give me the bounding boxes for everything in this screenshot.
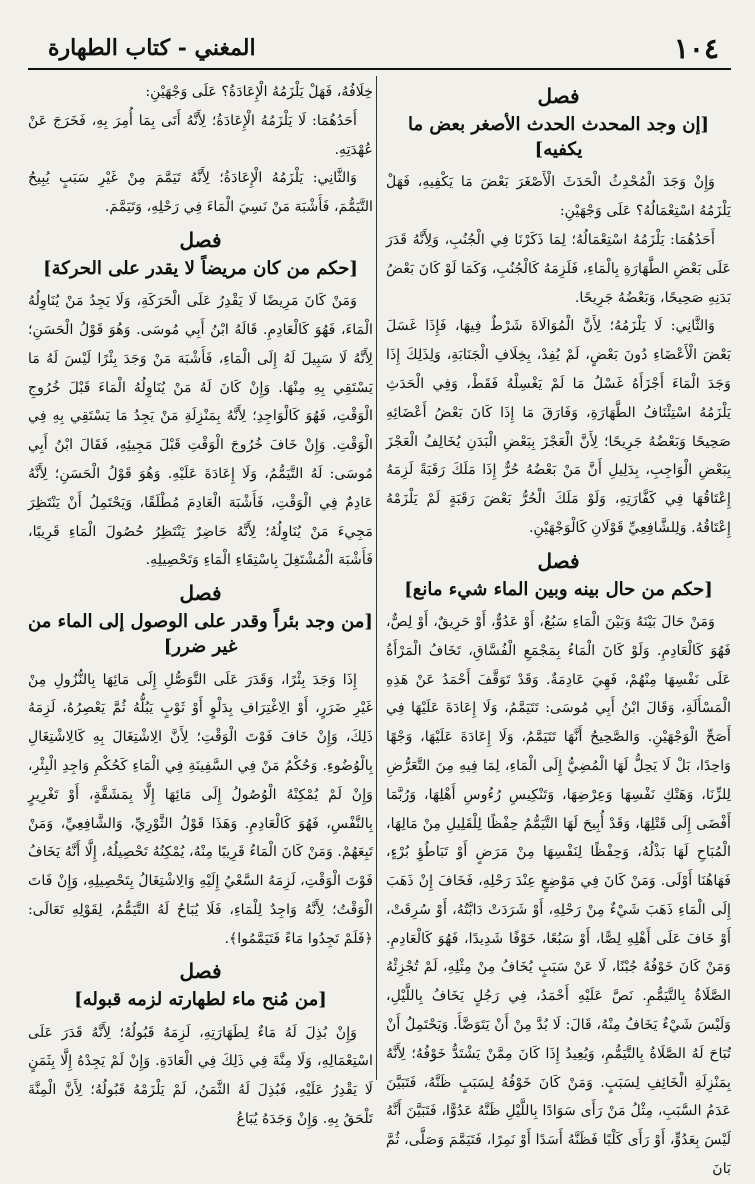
- section-heading: فصل: [179, 227, 222, 252]
- right-column: [386, 78, 731, 1178]
- paragraph: أَحَدُهُمَا: لَا يَلْزَمُهُ الْإِعَادَةُ؛ لِأَنَّهُ أَتَى بِمَا أُمِرَ بِهِ، فَخَرَجَ عَنْ عُهْدَتِهِ.: [28, 112, 373, 158]
- section-heading: فصل: [179, 959, 222, 984]
- section-subtitle: [حكم من كان مريضاً لا يقدر على الحركة]: [43, 257, 358, 279]
- paragraph: وَمَنْ حَالَ بَيْنَهُ وَبَيْنَ الْمَاءِ سَبُعٌ، أَوْ عَدُوٌّ، أَوْ حَرِيقٌ، أَوْ لِصٌّ، فَهُوَ كَالْعَادِمِ. وَلَوْ كَانَ الْمَاءُ بِمَجْمَعِ الْفُسَّاقِ، تَخَافُ الْمَرْأَةُ عَلَى نَفْسِهَا مِنْهُمْ، فَهِيَ عَادِمَةٌ. وَقَدْ تَوَقَّفَ أَحْمَدُ عَنْ هَذِهِ الْمَسْأَلَةِ، وَقَالَ ابْنُ أَبِي مُوسَى: تَتَيَمَّمُ، وَلَا إِعَادَةَ عَلَيْهَا فِي أَصَحِّ الْوَجْهَيْنِ. وَالصَّحِيحُ أَنَّهَا تَتَيَمَّمُ، وَلَا إِعَادَةَ عَلَيْهَا، وَجْهًا وَاحِدًا، بَلْ لَا يَحِلُّ لَهَا الْمُضِيُّ إِلَى الْمَاءِ، لِمَا فِيهِ مِنَ التَّعَرُّضِ لِلزِّنَا، وَهَتْكِ نَفْسِهَا وَعِرْضِهَا، وَتَنْكِيسِ رُءُوسِ أَهْلِهَا، وَرُبَّمَا أَفْضَى إِلَى قَتْلِهَا، وَقَدْ أُبِيحَ لَهَا التَّيَمُّمُ حِفْظًا لِلْقَلِيلِ مِنْ مَالِهَا، الْمُبَاحِ لَهَا بَذْلُهُ، وَحِفْظًا لِنَفْسِهَا مِنْ مَرَضٍ أَوْ تَبَاطُؤِ بُرْءٍ، فَهَاهُنَا أَوْلَى. وَمَنْ كَانَ فِي مَوْضِعٍ عِنْدَ رَحْلِهِ، فَخَافَ إِنْ ذَهَبَ إِلَى الْمَاءِ ذَهَبَ شَيْءٌ مِنْ رَحْلِهِ، أَوْ شَرَدَتْ دَابَّتُهُ، أَوْ سُرِقَتْ، أَوْ خَافَ عَلَى أَهْلِهِ لِصًّا، أَوْ سَبُعًا، خَوْفًا شَدِيدًا، فَهُوَ كَالْعَادِمِ. وَمَنْ كَانَ خَوْفُهُ جُبْنًا، لَا عَنْ سَبَبٍ يُخَافُ مِنْ مِثْلِهِ، لَمْ تُجْزِئْهُ الصَّلَاةُ بِالتَّيَمُّمِ. نَصَّ عَلَيْهِ أَحْمَدُ، فِي رَجُلٍ يَخَافُ بِاللَّيْلِ، وَلَيْسَ شَيْءٌ يَخَافُ مِنْهُ، قَالَ: لَا بُدَّ مِنْ أَنْ يَتَوَضَّأَ. وَيَحْتَمِلُ أَنْ تُبَاحَ لَهُ الصَّلَاةُ بِالتَّيَمُّمِ، وَيُعِيدُ إِذَا كَانَ مِمَّنْ يَشْتَدُّ خَوْفُهُ؛ لِأَنَّهُ بِمَنْزِلَةِ الْخَائِفِ لِسَبَبٍ. وَمَنْ كَانَ خَوْفُهُ لِسَبَبٍ ظَنَّهُ، فَتَبَيَّنَ عَدَمُ السَّبَبِ، مِثْلُ مَنْ رَأَى سَوَادًا بِاللَّيْلِ ظَنَّهُ عَدُوًّا، فَتَبَيَّنَ أَنَّهُ لَيْسَ بِعَدُوٍّ، أَوْ رَأَى كَلْبًا فَظَنَّهُ أَسَدًا أَوْ نَمِرًا، فَتَيَمَّمَ وَصَلَّى، ثُمَّ بَانَ: [386, 613, 731, 1178]
- paragraph: خِلَافُهُ، فَهَلْ يَلْزَمُهُ الْإِعَادَةُ؟ عَلَى وَجْهَيْنِ:: [145, 84, 373, 100]
- paragraph: أَحَدُهُمَا: يَلْزَمُهُ اسْتِعْمَالُهُ؛ لِمَا ذَكَرْنَا فِي الْجُنُبِ، وَلِأَنَّهُ قَدَرَ عَلَى بَعْضِ الطَّهَارَةِ بِالْمَاءِ، فَلَزِمَهُ كَالْجُنُبِ، وَكَمَا لَوْ كَانَ بَعْضُ بَدَنِهِ صَحِيحًا، وَبَعْضُهُ جَرِيحًا.: [386, 231, 731, 306]
- paragraph: إِذَا وَجَدَ بِئْرًا، وَقَدَرَ عَلَى التَّوَصُّلِ إِلَى مَائِهَا بِالنُّزُولِ مِنْ غَيْرِ ضَرَرٍ، أَوْ الِاغْتِرَافِ بِدَلْوٍ أَوْ ثَوْبٍ يَبُلُّهُ ثُمَّ يَعْصِرُهُ، لَزِمَهُ ذَلِكَ، وَإِنْ خَافَ فَوْتَ الْوَقْتِ؛ لِأَنَّ الِاشْتِغَالَ بِهِ كَالِاشْتِغَالِ بِالْوُضُوءِ. وَحُكْمُ مَنْ فِي السَّفِينَةِ فِي الْمَاءِ كَحُكْمِ وَاجِدِ الْبِئْرِ، وَإِنْ لَمْ يُمْكِنْهُ الْوُصُولُ إِلَى مَائِهَا إِلَّا بِمَشَقَّةٍ، أَوْ تَغْرِيرٍ بِالنَّفْسِ، فَهُوَ كَالْعَادِمِ. وَهَذَا قَوْلُ الثَّوْرِيِّ، وَالشَّافِعِيِّ، وَمَنْ تَبِعَهُمْ. وَمَنْ كَانَ الْمَاءُ قَرِيبًا مِنْهُ، يُمْكِنُهُ تَحْصِيلُهُ، إِلَّا أَنَّهُ يَخَافُ فَوْتَ الْوَقْتِ، لَزِمَهُ السَّعْيُ إِلَيْهِ وَالِاشْتِغَالُ بِتَحْصِيلِهِ، وَإِنْ فَاتَ الْوَقْتُ؛ لِأَنَّهُ وَاجِدٌ لِلْمَاءِ، فَلَا يُبَاحُ لَهُ التَّيَمُّمُ، لِقَوْلِهِ تَعَالَى: ﴿فَلَمْ تَجِدُوا مَاءً فَتَيَمَّمُوا﴾.: [28, 671, 373, 947]
- section-subtitle: [من مُنح ماء لطهارته لزمه قبوله]: [74, 989, 327, 1011]
- left-column: [28, 78, 373, 1128]
- page-number: ١٠٤: [673, 31, 719, 65]
- running-title: المغني - كتاب الطهارة: [48, 35, 256, 61]
- section-heading: فصل: [179, 581, 222, 606]
- paragraph: وَإِنْ بُذِلَ لَهُ مَاءٌ لِطَهَارَتِهِ، لَزِمَهُ قَبُولُهُ؛ لِأَنَّهُ قَدَرَ عَلَى اسْتِعْمَالِهِ، وَلَا مِنَّةَ فِي ذَلِكَ فِي الْعَادَةِ. وَإِنْ لَمْ يَجِدْهُ إِلَّا بِثَمَنٍ لَا يَقْدِرُ عَلَيْهِ، فَبُذِلَ لَهُ الثَّمَنُ، لَمْ يَلْزَمْهُ قَبُولُهُ؛ لِأَنَّ الْمِنَّةَ تَلْحَقُ بِهِ. وَإِنْ وَجَدَهُ يُبَاعُ: [28, 1024, 373, 1128]
- page-header: [28, 28, 731, 70]
- paragraph: وَإِنْ وَجَدَ الْمُحْدِثُ الْحَدَثَ الْأَصْغَرَ بَعْضَ مَا يَكْفِيهِ، فَهَلْ يَلْزَمُهُ اسْتِعْمَالُهُ؟ عَلَى وَجْهَيْنِ:: [386, 174, 731, 220]
- section-subtitle: [من وجد بئراً وقدر على الوصول إلى الماء من غير ضرر]: [28, 611, 373, 658]
- paragraph: وَالثَّانِي: لَا يَلْزَمُهُ؛ لِأَنَّ الْمُوَالَاةَ شَرْطٌ فِيهَا، فَإِذَا غَسَلَ بَعْضَ الْأَعْضَاءِ دُونَ بَعْضٍ، لَمْ يُفِدْ، بِخِلَافِ الْجَنَابَةِ، وَلِذَلِكَ إِذَا وَجَدَ الْمَاءَ أَجْزَأَهُ غَسْلُ مَا لَمْ يَغْسِلْهُ فَقَطْ، وَفِي الْحَدَثِ يَلْزَمُهُ اسْتِئْنَافُ الطَّهَارَةِ، وَفَارَقَ مَا إِذَا كَانَ بَعْضُ أَعْضَائِهِ صَحِيحًا وَبَعْضُهُ جَرِيحًا؛ لِأَنَّ الْعَجْزَ بِبَعْضِ الْبَدَنِ يُخَالِفُ الْعَجْزَ بِبَعْضِ الْوَاجِبِ، بِدَلِيلِ أَنَّ مَنْ بَعْضُهُ حُرٌّ إِذَا مَلَكَ رَقَبَةً لَزِمَهُ إِعْتَاقُهَا فِي كَفَّارَتِهِ، وَلَوْ مَلَكَ الْحُرُّ بَعْضَ رَقَبَةٍ لَمْ يَلْزَمْهُ إِعْتَاقُهُ. وَلِلشَّافِعِيِّ قَوْلَانِ كَالْوَجْهَيْنِ.: [386, 318, 731, 536]
- paragraph: وَمَنْ كَانَ مَرِيضًا لَا يَقْدِرُ عَلَى الْحَرَكَةِ، وَلَا يَجِدُ مَنْ يُنَاوِلُهُ الْمَاءَ، فَهُوَ كَالْعَادِمِ. قَالَهُ ابْنُ أَبِي مُوسَى. وَهُوَ قَوْلُ الْحَسَنِ؛ لِأَنَّهُ لَا سَبِيلَ لَهُ إِلَى الْمَاءِ، فَأَشْبَهَ مَنْ وَجَدَ بِئْرًا لَيْسَ لَهُ مَا يَسْتَقِي بِهِ مِنْهَا. وَإِنْ كَانَ لَهُ مَنْ يُنَاوِلُهُ الْمَاءَ قَبْلَ خُرُوجِ الْوَقْتِ، فَهُوَ كَالْوَاجِدِ؛ لِأَنَّهُ بِمَنْزِلَةِ مَنْ يَجِدُ مَا يَسْتَقِي بِهِ فِي الْوَقْتِ. وَإِنْ خَافَ خُرُوجَ الْوَقْتِ قَبْلَ مَجِيئِهِ، فَقَالَ ابْنُ أَبِي مُوسَى: لَهُ التَّيَمُّمُ، وَلَا إِعَادَةَ عَلَيْهِ. وَهُوَ قَوْلُ الْحَسَنِ؛ لِأَنَّهُ عَادِمٌ فِي الْوَقْتِ، فَأَشْبَهَ الْعَادِمَ مُطْلَقًا، وَيَحْتَمِلُ أَنْ يَنْتَظِرَ مَجِيءَ مَنْ يُنَاوِلُهُ؛ لِأَنَّهُ حَاضِرٌ يَنْتَظِرُ حُصُولَ الْمَاءِ قَرِيبًا، فَأَشْبَهَ الْمُشْتَغِلَ بِاسْتِقَاءِ الْمَاءِ وَتَحْصِيلِهِ.: [28, 293, 373, 569]
- section-subtitle: [إن وجد المحدث الحدث الأصغر بعض ما يكفيه]: [407, 114, 710, 161]
- section-heading: فصل: [537, 84, 580, 108]
- column-divider: [376, 76, 377, 1080]
- paragraph: وَالثَّانِي: يَلْزَمُهُ الْإِعَادَةُ؛ لِأَنَّهُ تَيَمَّمَ مِنْ غَيْرِ سَبَبٍ يُبِيحُ التَّيَمُّمَ، فَأَشْبَهَ مَنْ نَسِيَ الْمَاءَ فِي رَحْلِهِ، وَتَيَمَّمَ.: [28, 170, 373, 216]
- section-heading: فصل: [537, 548, 580, 573]
- section-subtitle: [حكم من حال بينه وبين الماء شيء مانع]: [404, 578, 713, 600]
